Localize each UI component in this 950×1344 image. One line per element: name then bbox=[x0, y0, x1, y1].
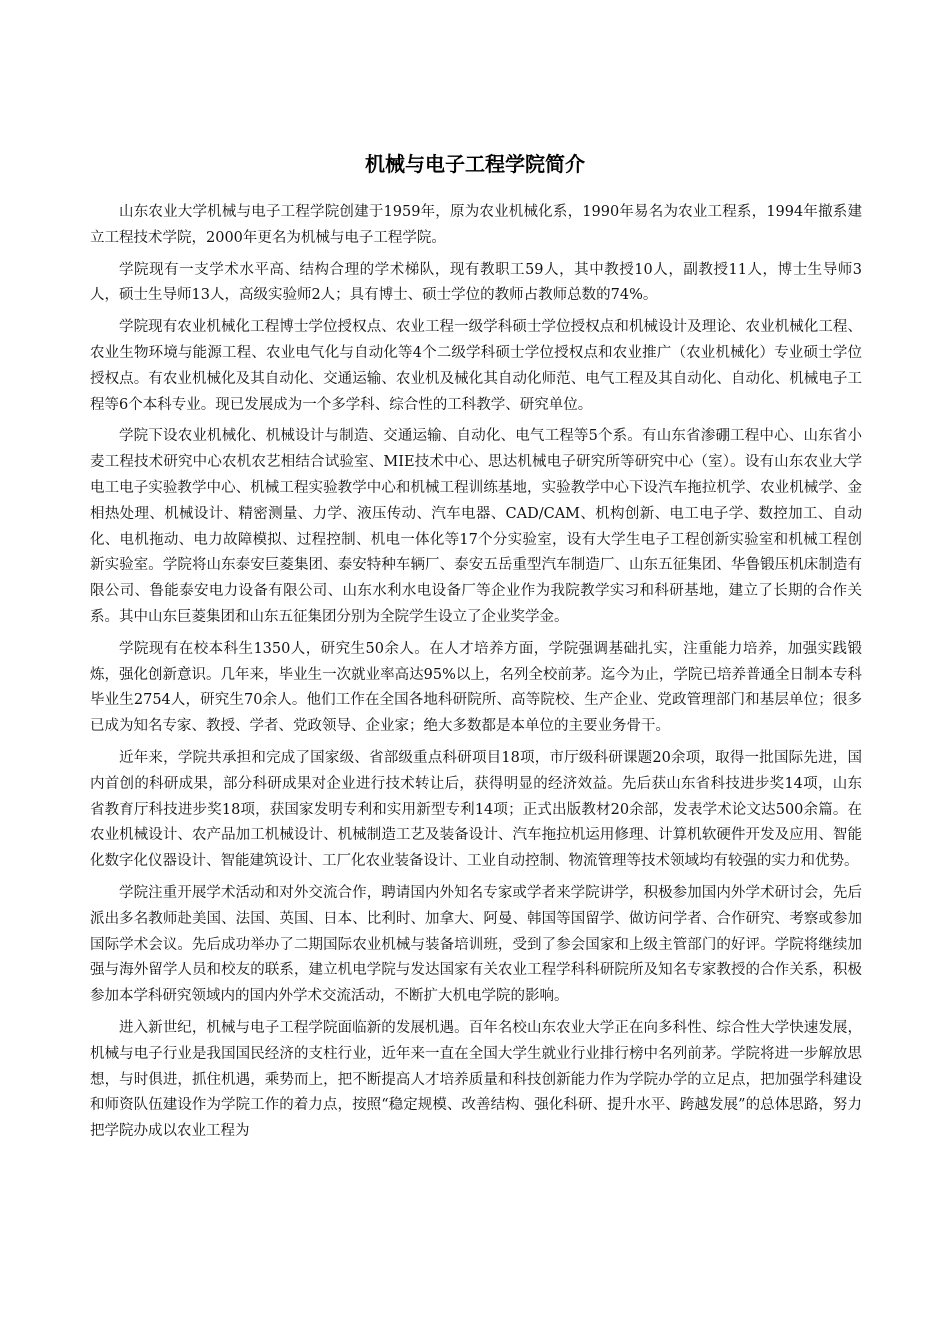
document-body bbox=[90, 200, 862, 1151]
paragraph-new-century: 进入新世纪，机械与电子工程学院面临新的发展机遇。百年名校山东农业大学正在向多科性、综合性大学快速发展，机械与电子行业是我国国民经济的支柱行业，近年来一直在全国大学生就业行业排行榜中名列前茅。学院将进一步解放思想，与时俱进，抓住机遇，乘势而上，把不断提高人才培养质量和科技创新能力作为学院办学的立足点，把加强学科建设和师资队伍建设作为学院工作的着力点，按照“稳定规模、改善结构、强化科研、提升水平、跨越发展”的总体思路，努力把学院办成以农业工程为 bbox=[90, 1019, 862, 1140]
paragraph-degree-programs: 学院现有农业机械化工程博士学位授权点、农业工程一级学科硕士学位授权点和机械设计及理论、农业机械化工程、农业生物环境与能源工程、农业电气化与自动化等4个二级学科硕士学位授权点和农业推广（农业机械化）专业硕士学位授权点。有农业机械化及其自动化、交通运输、农业机及械化其自动化师范、电气工程及其自动化、自动化、机械电子工程等6个本科专业。现已发展成为一个多学科、综合性的工科教学、研究单位。 bbox=[90, 319, 862, 413]
page-title: 机械与电子工程学院简介 bbox=[365, 152, 585, 176]
paragraph-students: 学院现有在校本科生1350人，研究生50余人。在人才培养方面，学院强调基础扎实，注重能力培养，加强实践锻炼，强化创新意识。几年来，毕业生一次就业率高达95%以上，名列全校前茅。迄今为止，学院已培养普通全日制本专科毕业生2754人，研究生70余人。他们工作在全国各地科研院所、高等院校、生产企业、党政管理部门和基层单位；很多已成为知名专家、教授、学者、党政领导、企业家；绝大多数都是本单位的主要业务骨干。 bbox=[90, 640, 862, 735]
paragraph-faculty: 学院现有一支学术水平高、结构合理的学术梯队，现有教职工59人，其中教授10人，副教授11人，博士生导师3人，硕士生导师13人，高级实验师2人；具有博士、硕士学位的教师占教师总数的74%。 bbox=[90, 261, 862, 304]
paragraph-departments-labs: 学院下设农业机械化、机械设计与制造、交通运输、自动化、电气工程等5个系。有山东省渗硼工程中心、山东省小麦工程技术研究中心农机农艺相结合试验室、MIE技术中心、思达机械电子研究所等研究中心（室）。设有山东农业大学电工电子实验教学中心、机械工程实验教学中心和机械工程训练基地，实验教学中心下设汽车拖拉机学、农业机械学、金相热处理、机械设计、精密测量、力学、液压传动、汽车电器、CAD/CAM、机构创新、电工电子学、数控加工、自动化、电机拖动、电力故障模拟、过程控制、机电一体化等17个分实验室，设有大学生电子工程创新实验室和机械工程创新实验室。学院将山东泰安巨菱集团、泰安特种车辆厂、泰安五岳重型汽车制造厂、山东五征集团、华鲁锻压机床制造有限公司、鲁能泰安电力设备有限公司、山东水利水电设备厂等企业作为我院教学实习和科研基地，建立了长期的合作关系。其中山东巨菱集团和山东五征集团分别为全院学生设立了企业奖学金。 bbox=[90, 428, 862, 625]
paragraph-exchange: 学院注重开展学术活动和对外交流合作，聘请国内外知名专家或学者来学院讲学，积极参加国内外学术研讨会，先后派出多名教师赴美国、法国、英国、日本、比利时、加拿大、阿曼、韩国等国留学、做访问学者、合作研究、考察或参加国际学术会议。先后成功举办了二期国际农业机械与装备培训班，受到了参会国家和上级主管部门的好评。学院将继续加强与海外留学人员和校友的联系，建立机电学院与发达国家有关农业工程学科科研院所及知名专家教授的合作关系，积极参加本学科研究领域内的国内外学术交流活动，不断扩大机电学院的影响。 bbox=[90, 884, 862, 1005]
paragraph-history: 山东农业大学机械与电子工程学院创建于1959年，原为农业机械化系，1990年易名为农业工程系，1994年撤系建立工程技术学院，2000年更名为机械与电子工程学院。 bbox=[90, 204, 862, 246]
paragraph-research: 近年来，学院共承担和完成了国家级、省部级重点科研项目18项，市厅级科研课题20余项，取得一批国际先进，国内首创的科研成果，部分科研成果对企业进行技术转让后，获得明显的经济效益。先后获山东省科技进步奖14项，山东省教育厅科技进步奖18项，获国家发明专利和实用新型专利14项；正式出版教材20余部，发表学术论文达500余篇。在农业机械设计、农产品加工机械设计、机械制造工艺及装备设计、汽车拖拉机运用修理、计算机软硬件开发及应用、智能化数字化仪器设计、智能建筑设计、工厂化农业装备设计、工业自动控制、物流管理等技术领域均有较强的实力和优势。 bbox=[90, 749, 862, 870]
